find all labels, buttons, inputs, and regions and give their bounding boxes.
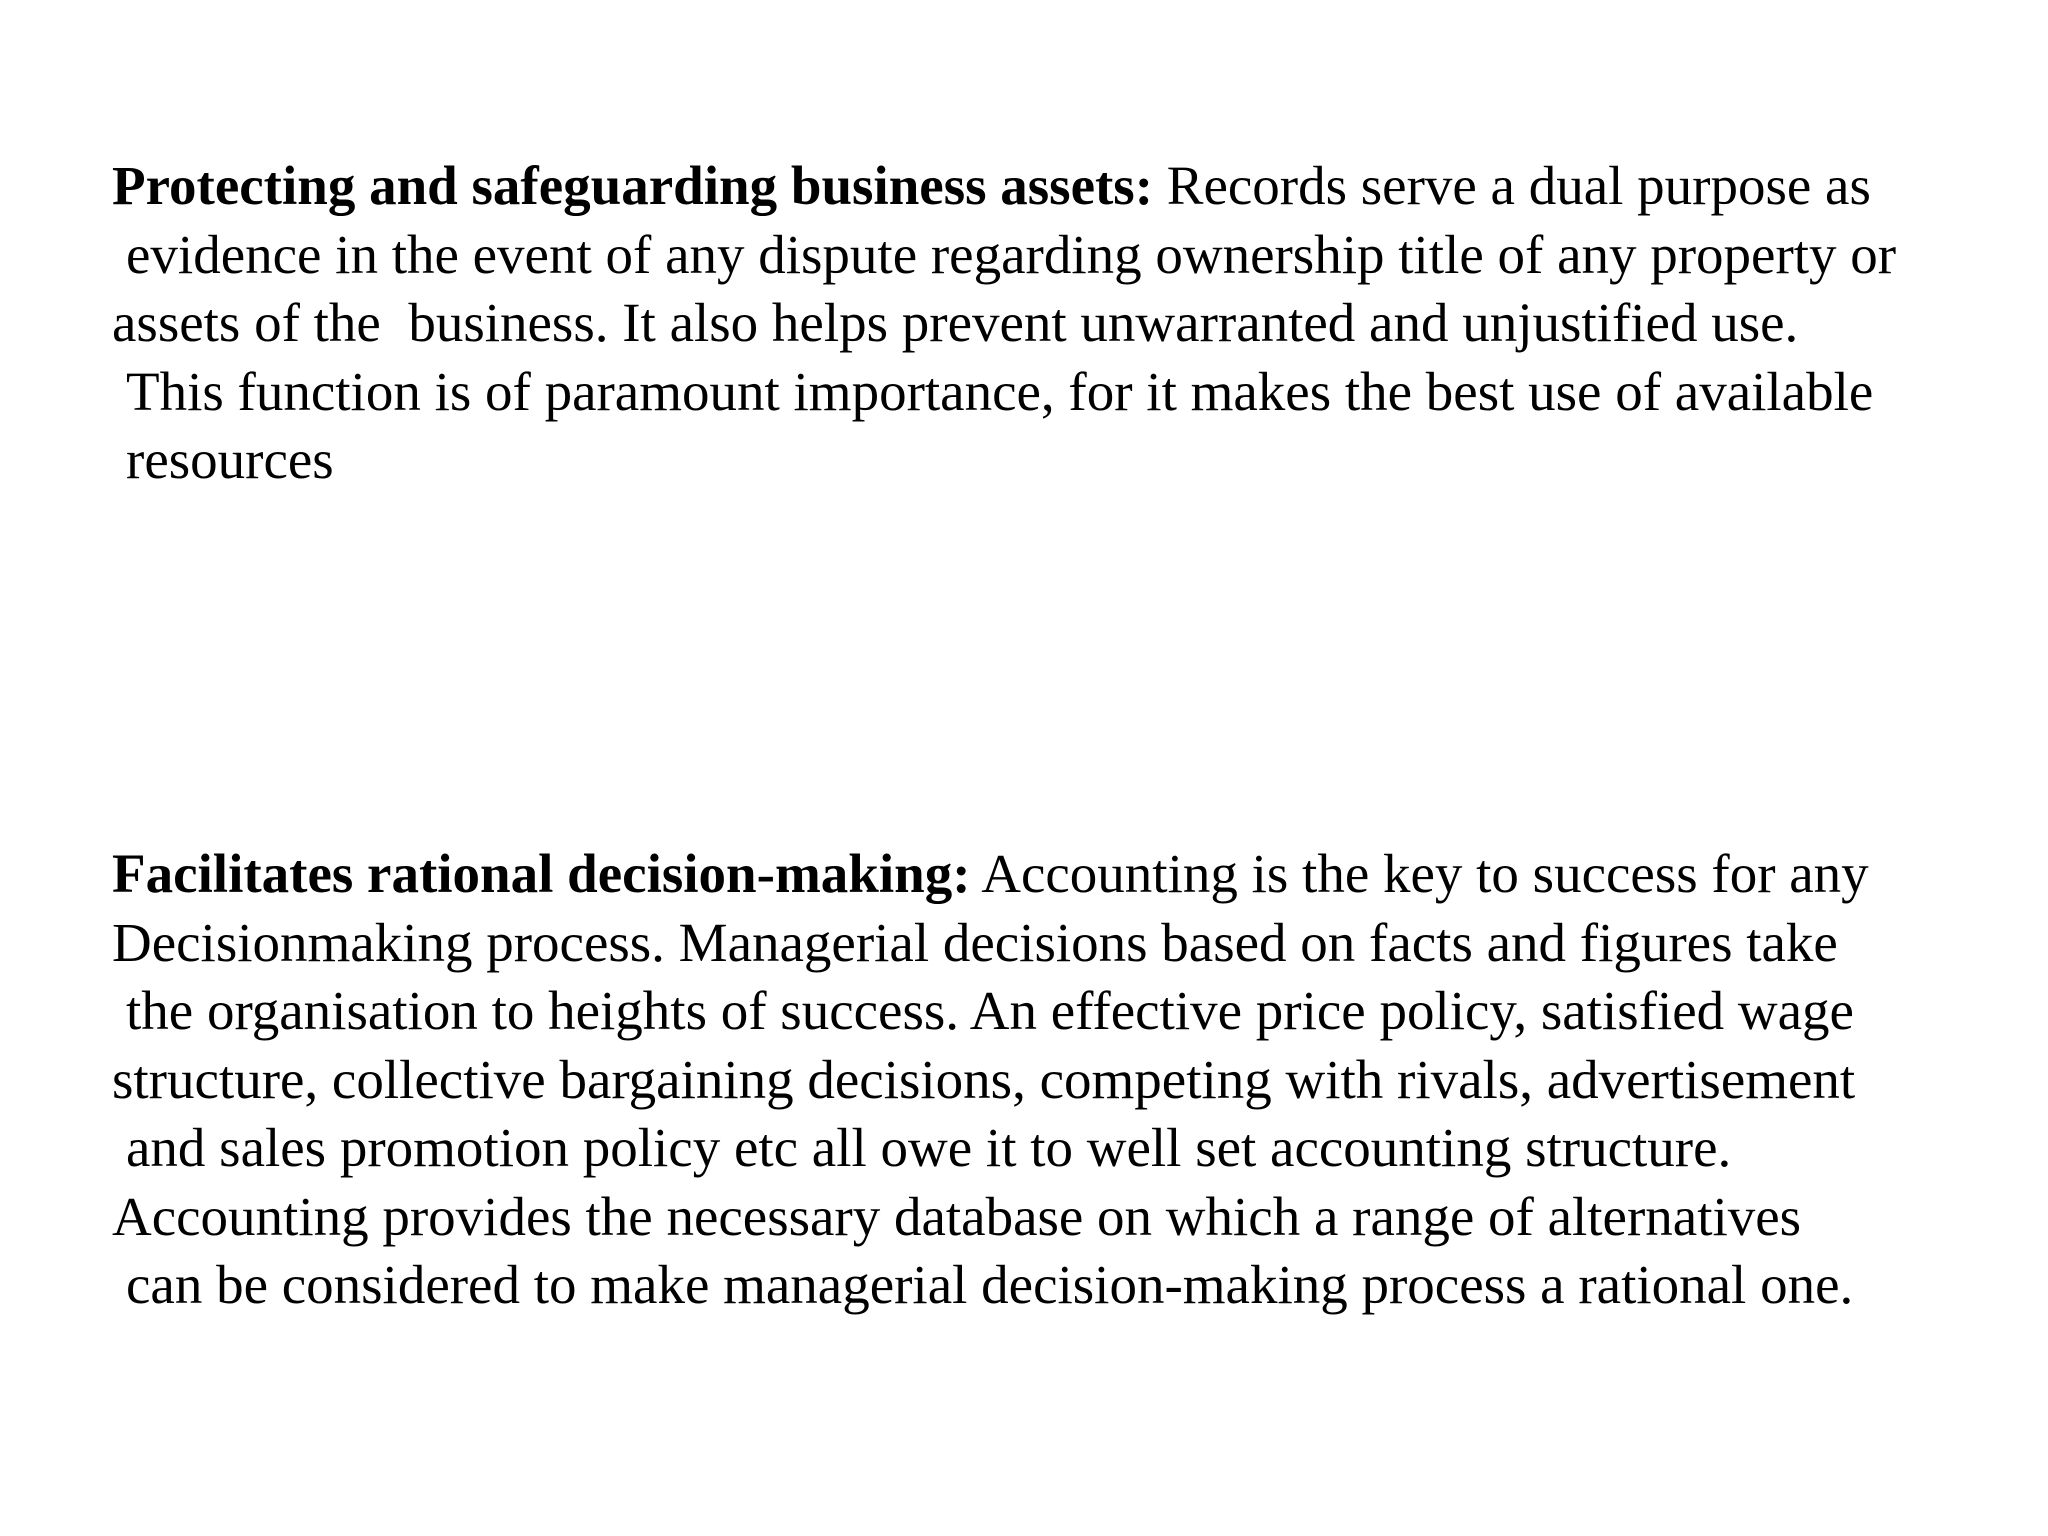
paragraph-line: the organisation to heights of success. An effective price policy, satisfied wage	[126, 980, 1854, 1041]
paragraph-text: Accounting is the key to success for any	[970, 843, 1869, 904]
paragraph-protecting-assets	[112, 152, 2012, 495]
paragraph-line: assets of the business. It also helps prevent unwarranted and unjustified use.	[112, 292, 1799, 353]
paragraph-line: This function is of paramount importance, for it makes the best use of available	[126, 360, 1874, 422]
paragraph-line: can be considered to make managerial decision-making process a rational one.	[126, 1254, 1854, 1315]
paragraph-line	[112, 152, 2012, 221]
paragraph-decision-making	[112, 840, 2012, 1320]
paragraph-line: evidence in the event of any dispute regarding ownership title of any property or	[126, 223, 1897, 285]
paragraph-line: Decisionmaking process. Managerial decisions based on facts and figures take	[112, 911, 1838, 973]
paragraph-heading: Protecting and safeguarding business assets:	[112, 155, 1154, 216]
paragraph-line	[112, 840, 2012, 909]
paragraph-line: resources	[126, 429, 334, 490]
paragraph-heading: Facilitates rational decision-making:	[112, 843, 971, 904]
paragraph-line: structure, collective bargaining decisions, competing with rivals, advertisement	[112, 1048, 1856, 1110]
paragraph-line: Accounting provides the necessary database on which a range of alternatives	[112, 1185, 1802, 1247]
paragraph-text: Records serve a dual purpose as	[1153, 155, 1871, 216]
paragraph-line: and sales promotion policy etc all owe it to well set accounting structure.	[126, 1117, 1732, 1178]
